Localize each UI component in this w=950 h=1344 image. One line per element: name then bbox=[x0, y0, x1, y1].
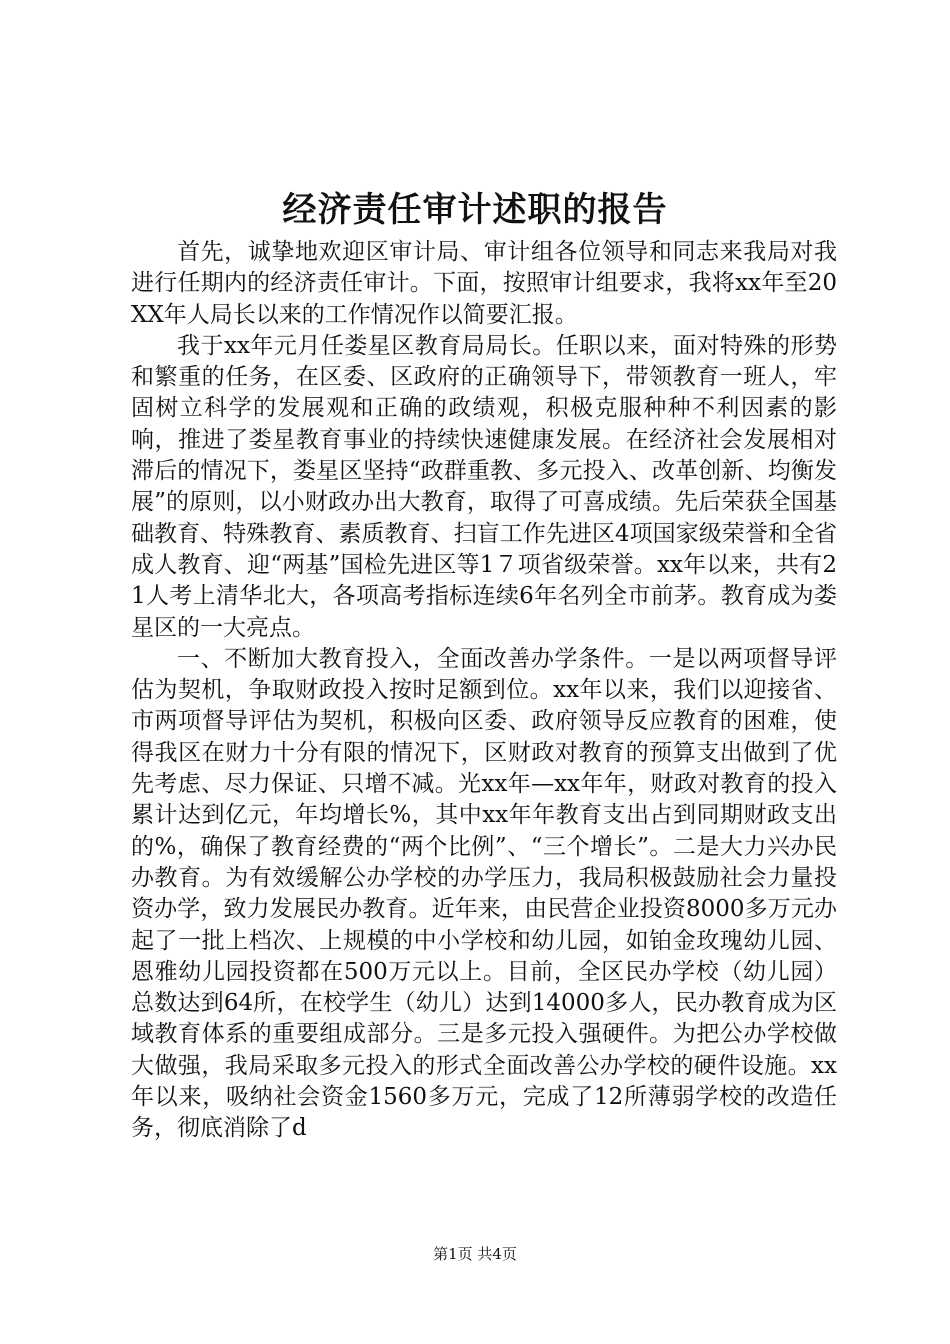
document-body bbox=[131, 237, 837, 1145]
paragraph-intro: 首先，诚挚地欢迎区审计局、审计组各位领导和同志来我局对我进行任期内的经济责任审计。下面，按照审计组要求，我将xx年至20XX年人局长以来的工作情况作以简要汇报。 bbox=[131, 239, 837, 328]
paragraph-background: 我于xx年元月任娄星区教育局局长。任职以来，面对特殊的形势和繁重的任务，在区委、区政府的正确领导下，带领教育一班人，牢固树立科学的发展观和正确的政绩观，积极克服种种不利因素的影响，推进了娄星教育事业的持续快速健康发展。在经济社会发展相对滞后的情况下，娄星区坚持“政群重教、多元投入、改革创新、均衡发展”的原则，以小财政办出大教育，取得了可喜成绩。先后荣获全国基础教育、特殊教育、素质教育、扫盲工作先进区4项国家级荣誉和全省成人教育、迎“两基”国检先进区等1７项省级荣誉。xx年以来，共有21人考上清华北大，各项高考指标连续6年名列全市前茅。教育成为娄星区的一大亮点。 bbox=[131, 332, 837, 641]
page-number-footer: 第1页 共4页 bbox=[433, 1245, 517, 1263]
document-title: 经济责任审计述职的报告 bbox=[282, 190, 668, 230]
paragraph-section-one: 一、不断加大教育投入，全面改善办学条件。一是以两项督导评估为契机，争取财政投入按时足额到位。xx年以来，我们以迎接省、市两项督导评估为契机，积极向区委、政府领导反应教育的困难，使得我区在财力十分有限的情况下，区财政对教育的预算支出做到了优先考虑、尽力保证、只增不减。光xx年—xx年年，财政对教育的投入累计达到亿元，年均增长%，其中xx年年教育支出占到同期财政支出的%，确保了教育经费的“两个比例”、“三个增长”。二是大力兴办民办教育。为有效缓解公办学校的办学压力，我局积极鼓励社会力量投资办学，致力发展民办教育。近年来，由民营企业投资8000多万元办起了一批上档次、上规模的中小学校和幼儿园，如铂金玫瑰幼儿园、恩雅幼儿园投资都在500万元以上。目前，全区民办学校（幼儿园）总数达到64所，在校学生（幼儿）达到14000多人，民办教育成为区域教育体系的重要组成部分。三是多元投入强硬件。为把公办学校做大做强，我局采取多元投入的形式全面改善公办学校的硬件设施。xx年以来，吸纳社会资金1560多万元，完成了12所薄弱学校的改造任务，彻底消除了d bbox=[131, 645, 837, 1142]
